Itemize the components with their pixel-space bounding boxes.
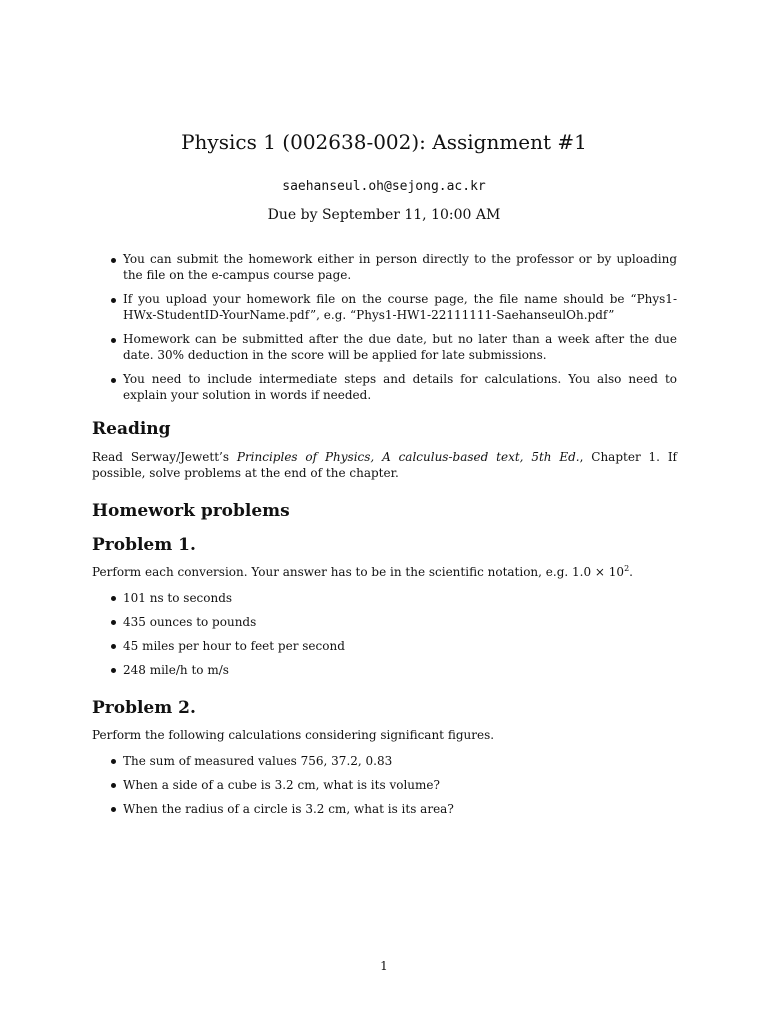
bullet-icon xyxy=(111,620,116,625)
problem-2-heading: Problem 2. xyxy=(92,698,196,718)
bullet-icon xyxy=(111,644,116,649)
due-date: Due by September 11, 10:00 AM xyxy=(267,207,501,223)
problem-1-intro-text: Perform each conversion. Your answer has to be in the scientific notation, e.g. 1.0 × 10 xyxy=(92,565,625,579)
problem-2-item: The sum of measured values 756, 37.2, 0.83 xyxy=(123,753,393,768)
bullet-icon xyxy=(111,807,116,812)
list-item xyxy=(92,639,677,655)
instruction-text: You need to include intermediate steps and details for calculations. You also need to explain your solution in words if needed. xyxy=(123,372,677,402)
problem-1-section xyxy=(92,565,677,678)
bullet-icon xyxy=(111,298,116,303)
reading-heading: Reading xyxy=(92,419,171,439)
book-title: Principles of Physics, A calculus-based text, 5th Ed. xyxy=(236,450,580,464)
list-item xyxy=(92,252,677,283)
reading-text-before: Read Serway/Jewett’s xyxy=(92,450,237,464)
problem-1-intro-exponent: 2 xyxy=(624,564,630,573)
instruction-text: If you upload your homework file on the course page, the file name should be “Phys1-HWx-StudentID-YourName.pdf”, e.g. “Phys1-HW1-22111111-SaehanseulOh.pdf” xyxy=(123,292,677,322)
list-item xyxy=(92,802,677,818)
instructions-list xyxy=(92,252,677,403)
homework-heading: Homework problems xyxy=(92,501,290,521)
list-item xyxy=(92,332,677,363)
bullet-icon xyxy=(111,258,116,263)
instruction-text: You can submit the homework either in person directly to the professor or by uploading the file on the e-campus course page. xyxy=(123,252,677,282)
problem-1-item: 435 ounces to pounds xyxy=(123,614,257,629)
list-item xyxy=(92,778,677,794)
bullet-icon xyxy=(111,759,116,764)
problem-1-intro-end: . xyxy=(629,565,633,579)
reading-section xyxy=(92,450,677,481)
page-title: Physics 1 (002638-002): Assignment #1 xyxy=(181,130,587,154)
problem-1-item: 101 ns to seconds xyxy=(123,590,233,605)
bullet-icon xyxy=(111,668,116,673)
list-item xyxy=(92,372,677,403)
reading-text xyxy=(92,450,677,481)
bullet-icon xyxy=(111,783,116,788)
bullet-icon xyxy=(111,338,116,343)
bullet-icon xyxy=(111,596,116,601)
instructions-section xyxy=(92,252,677,403)
problem-1-intro xyxy=(92,565,677,581)
problem-1-item: 45 miles per hour to feet per second xyxy=(123,638,345,653)
list-item xyxy=(92,754,677,770)
problem-2-item: When a side of a cube is 3.2 cm, what is its volume? xyxy=(123,777,440,792)
problem-2-intro: Perform the following calculations considering significant figures. xyxy=(92,728,495,742)
list-item xyxy=(92,663,677,679)
bullet-icon xyxy=(111,378,116,383)
reading-text-after: , Chapter 1. If possible, solve problems at the end of the chapter. xyxy=(92,450,677,480)
problem-2-list xyxy=(92,754,677,818)
problem-1-heading: Problem 1. xyxy=(92,535,196,555)
problem-2-section xyxy=(92,728,677,817)
problem-2-item: When the radius of a circle is 3.2 cm, what is its area? xyxy=(123,801,454,816)
list-item xyxy=(92,591,677,607)
instruction-text: Homework can be submitted after the due date, but no later than a week after the due date. 30% deduction in the score will be applied for late submissions. xyxy=(123,332,677,362)
problem-1-item: 248 mile/h to m/s xyxy=(123,662,229,677)
author-email: saehanseul.oh@sejong.ac.kr xyxy=(282,179,486,194)
problem-1-list xyxy=(92,591,677,679)
list-item xyxy=(92,292,677,323)
page-number: 1 xyxy=(380,959,388,973)
list-item xyxy=(92,615,677,631)
